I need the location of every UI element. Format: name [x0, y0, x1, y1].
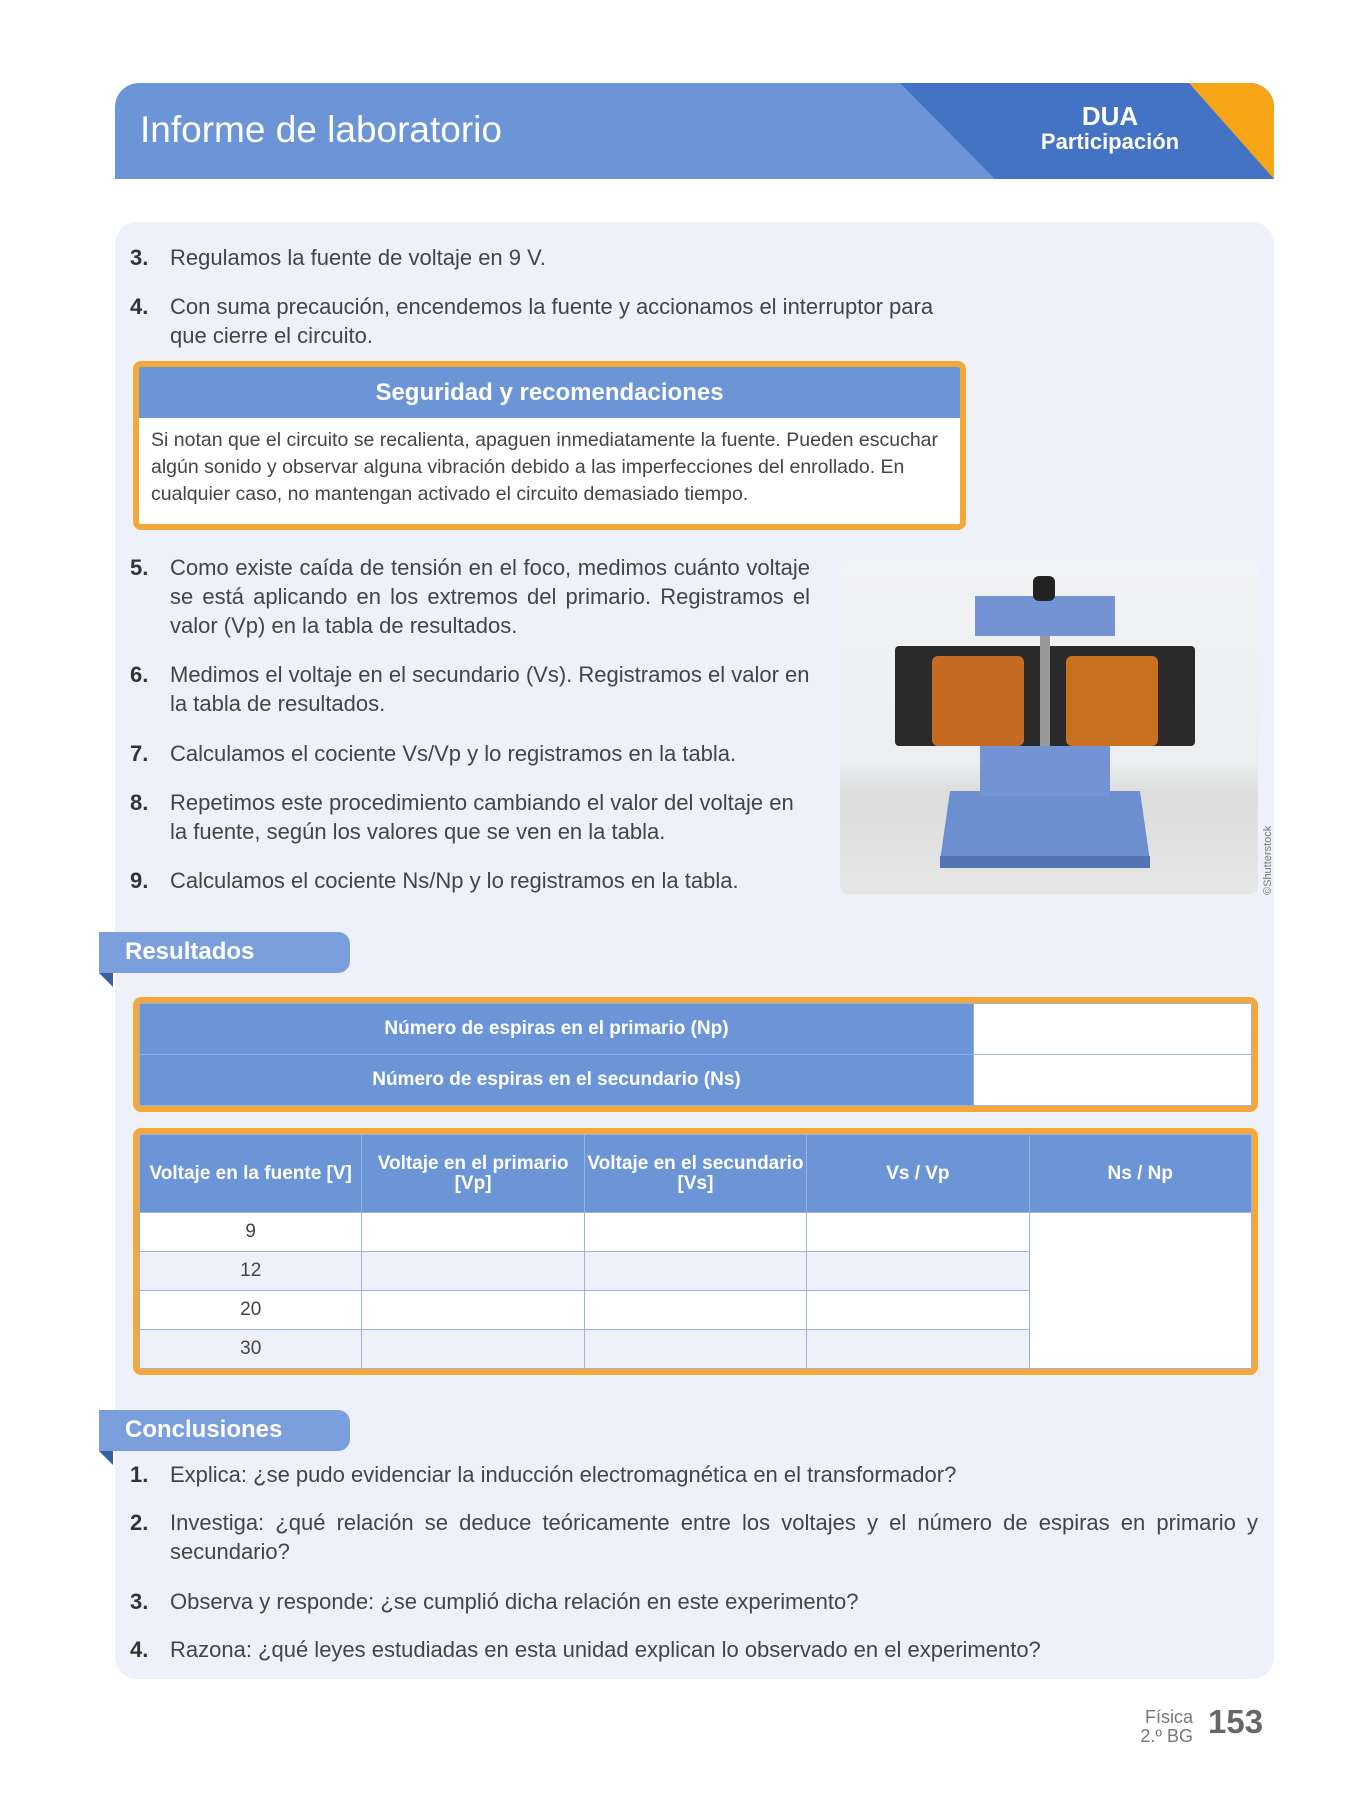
results-table — [133, 1128, 1258, 1375]
step-5: 5. Como existe caída de tensión en el foco, medimos cuánto voltaje se está aplicando en los extremos del primario. Registramos el valor (Vp) en la tabla de resultados. — [130, 555, 810, 638]
conclusion-1: 1. Explica: ¿se pudo evidenciar la inducción electromagnética en el transformador? — [130, 1462, 957, 1487]
np-value-cell[interactable] — [974, 1004, 1252, 1055]
turns-table — [133, 997, 1258, 1112]
step-3: 3. Regulamos la fuente de voltaje en 9 V. — [130, 245, 546, 270]
step-4: 4. Con suma precaución, encendemos la fuente y accionamos el interruptor para que cierre el circuito. — [130, 294, 934, 348]
table-header-row: Voltaje en la fuente [V] Voltaje en el primario [Vp] Voltaje en el secundario [Vs] Vs / Vp Ns / Np — [140, 1135, 1252, 1213]
results-heading: Resultados — [99, 932, 350, 973]
step-9: 9. Calculamos el cociente Ns/Np y lo registramos en la tabla. — [130, 868, 739, 893]
safety-text: Si notan que el circuito se recalienta, apaguen inmediatamente la fuente. Pueden escuchar algún sonido y observar alguna vibración debido a las imperfecciones del enrollado. En cualquier caso, no mantengan activado el circuito demasiado tiempo. — [151, 429, 939, 505]
table-row: 12 — [140, 1252, 1252, 1291]
footer-subject: Física 2.º BG — [1140, 1707, 1193, 1746]
table-row: Número de espiras en el primario (Np) — [140, 1004, 1252, 1055]
safety-box — [133, 361, 966, 530]
transformer-photo — [840, 561, 1258, 894]
table-row: 30 — [140, 1330, 1252, 1369]
page-title: Informe de laboratorio — [140, 109, 502, 150]
conclusion-4: 4. Razona: ¿qué leyes estudiadas en esta unidad explican lo observado en el experimento? — [130, 1637, 1041, 1662]
conclusion-2: 2. Investiga: ¿qué relación se deduce teóricamente entre los voltajes y el número de espiras en primario y secundario? — [130, 1510, 1258, 1564]
step-6: 6. Medimos el voltaje en el secundario (Vs). Registramos el valor en la tabla de resultados. — [130, 662, 810, 716]
conclusions-heading: Conclusiones — [99, 1410, 350, 1451]
safety-title: Seguridad y recomendaciones — [139, 367, 960, 418]
ns-value-cell[interactable] — [974, 1055, 1252, 1106]
step-7: 7. Calculamos el cociente Vs/Vp y lo registramos en la tabla. — [130, 741, 737, 766]
page-number: 153 — [1208, 1703, 1264, 1740]
page-header — [115, 83, 1274, 179]
table-row: Número de espiras en el secundario (Ns) — [140, 1055, 1252, 1106]
dua-badge: DUA Participación — [1040, 101, 1180, 155]
table-row: 9 — [140, 1213, 1252, 1252]
table-row: 20 — [140, 1291, 1252, 1330]
photo-credit: ©Shutterstock — [1262, 825, 1274, 895]
step-8: 8. Repetimos este procedimiento cambiando el valor del voltaje en la fuente, según los valores que se ven en la tabla. — [130, 790, 794, 844]
ns-np-cell[interactable] — [1029, 1213, 1251, 1369]
conclusion-3: 3. Observa y responde: ¿se cumplió dicha relación en este experimento? — [130, 1589, 859, 1614]
